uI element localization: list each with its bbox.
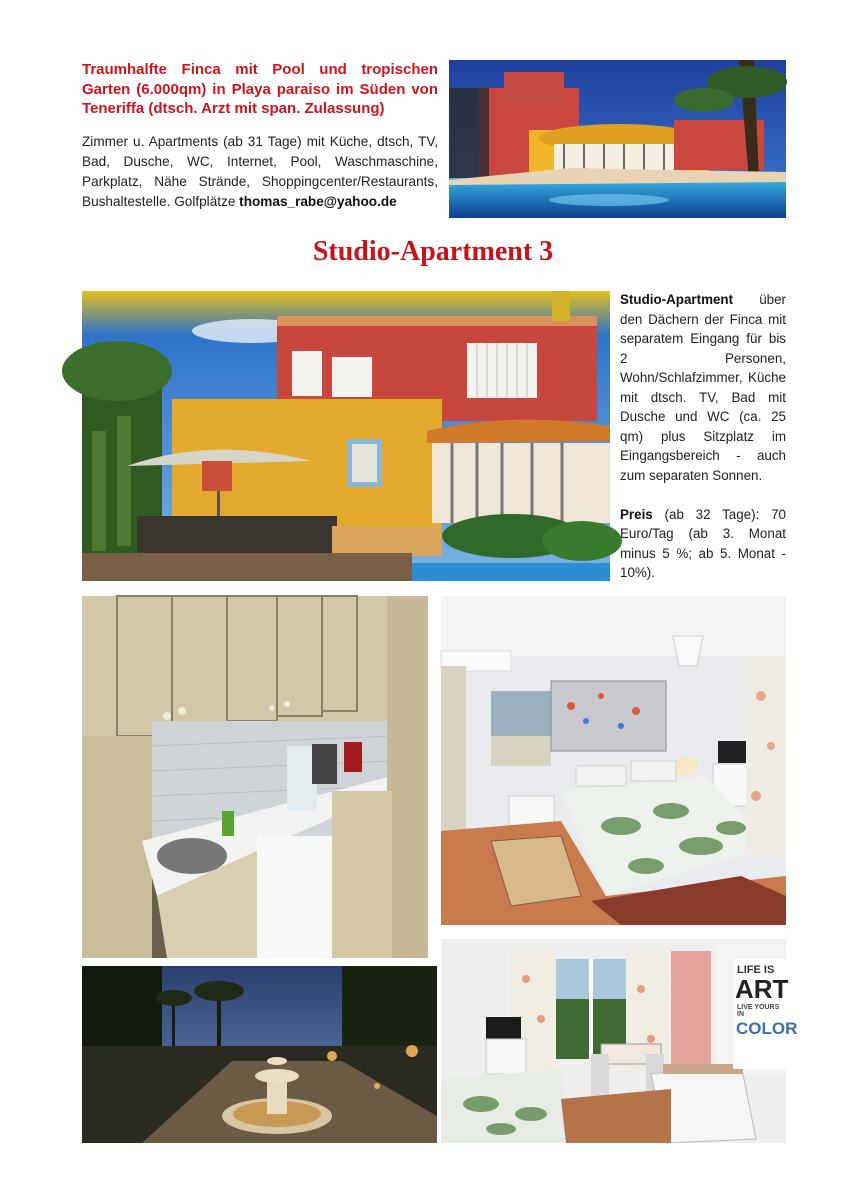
apartment-description: [620, 290, 786, 583]
pool-photo: [449, 60, 786, 218]
description-paragraph: [620, 290, 786, 485]
price-label: Preis: [620, 506, 653, 522]
page-title: Studio-Apartment 3: [312, 236, 554, 267]
garden-night-photo: [82, 966, 437, 1143]
poster-line-4: COLOR: [736, 1019, 798, 1038]
kitchen-photo: [82, 596, 428, 958]
intro-text: [82, 132, 438, 212]
wall-poster: [733, 959, 798, 1069]
exterior-photo: [82, 291, 610, 581]
contact-email[interactable]: thomas_rabe@yahoo.de: [239, 194, 397, 209]
description-text: über den Dächern der Finca mit separatem Eingang für bis 2 Personen, Wohn/Schlafzimmer, Küche mit dtsch. TV, Bad mit Dusche und WC (ca. 25 qm) plus Sitzplatz im Eingangsbereich - auch zum separaten Sonnen.: [620, 292, 786, 483]
description-label: Studio-Apartment: [620, 292, 734, 307]
poster-line-3: LIVE YOURS IN: [737, 1004, 780, 1018]
living-area-photo: [441, 939, 798, 1143]
poster-line-2: ART: [735, 974, 789, 1004]
headline: Traumhalfte Finca mit Pool und tropischen Garten (6.000qm) in Playa paraiso im Süden von Teneriffa (dtsch. Arzt mit span. Zulassung): [82, 61, 438, 117]
price-paragraph: [620, 505, 786, 583]
poster-line-1: LIFE IS: [737, 964, 775, 976]
price-text: (ab 32 Tage): 70 Euro/Tag (ab 3. Monat minus 5 %; ab 5. Monat - 10%).: [620, 506, 786, 580]
amenities-text: Zimmer u. Apartments (ab 31 Tage) mit Küche, dtsch, TV, Bad, Dusche, WC, Internet, Pool, Waschmaschine, Parkplatz, Nähe Strände, Shoppingcenter/Restaurants, Bushaltestelle. Golfplätze: [82, 134, 438, 209]
bedroom-photo: [441, 596, 786, 925]
